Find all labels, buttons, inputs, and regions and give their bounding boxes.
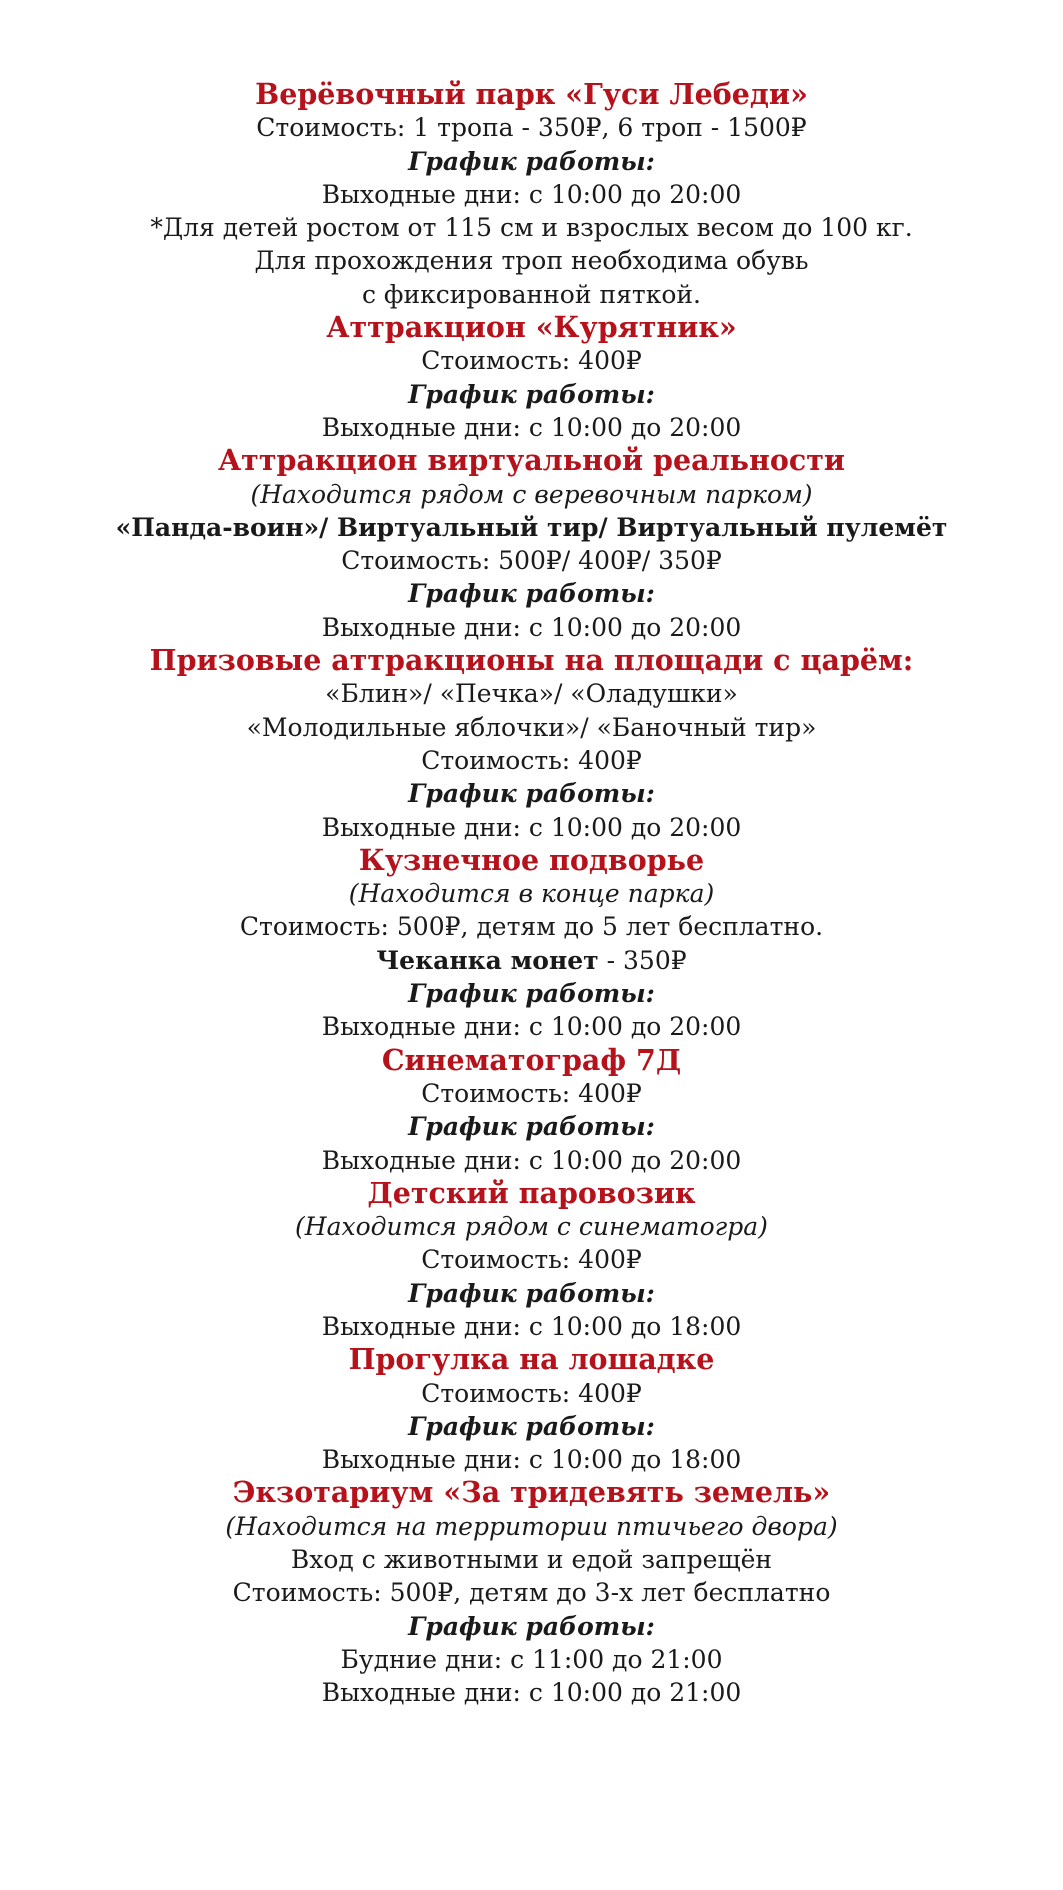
location-note: (Находится на территории птичьего двора) bbox=[225, 1511, 838, 1541]
section-rope-park bbox=[0, 78, 1063, 311]
weekend-hours: Выходные дни: с 10:00 до 18:00 bbox=[321, 1445, 742, 1475]
price-line: Стоимость: 400₽ bbox=[421, 346, 642, 376]
location-note: (Находится в конце парка) bbox=[348, 879, 715, 909]
section-title: Кузнечное подворье bbox=[358, 842, 705, 877]
coin-minting-price: - 350₽ bbox=[598, 945, 687, 975]
schedule-label: График работы: bbox=[408, 1278, 655, 1308]
section-title: Синематограф 7Д bbox=[381, 1042, 682, 1077]
section-vr bbox=[0, 444, 1063, 644]
section-title: Аттракцион «Курятник» bbox=[326, 310, 737, 345]
attraction-list-cont: «Молодильные яблочки»/ «Баночный тир» bbox=[246, 712, 817, 742]
price-line: Стоимость: 400₽ bbox=[421, 1378, 642, 1408]
weekend-hours: Выходные дни: с 10:00 до 20:00 bbox=[321, 179, 742, 209]
section-prize-attractions bbox=[0, 644, 1063, 844]
section-pony-ride bbox=[0, 1343, 1063, 1476]
price-line: Стоимость: 400₽ bbox=[421, 1245, 642, 1275]
attraction-list: «Блин»/ «Печка»/ «Оладушки» bbox=[325, 679, 738, 709]
section-smithy bbox=[0, 844, 1063, 1044]
vr-games: «Панда-воин»/ Виртуальный тир/ Виртуальный пулемёт bbox=[115, 512, 948, 542]
weekend-hours: Выходные дни: с 10:00 до 20:00 bbox=[321, 812, 742, 842]
entry-rule: Вход с животными и едой запрещён bbox=[290, 1545, 773, 1575]
weekend-hours: Выходные дни: с 10:00 до 21:00 bbox=[321, 1678, 742, 1708]
weekend-hours: Выходные дни: с 10:00 до 18:00 bbox=[321, 1311, 742, 1341]
price-line: Стоимость: 400₽ bbox=[421, 745, 642, 775]
schedule-label: График работы: bbox=[408, 1611, 655, 1641]
schedule-label: График работы: bbox=[408, 779, 655, 809]
section-title: Экзотариум «За тридевять земель» bbox=[232, 1475, 831, 1510]
section-title: Верёвочный парк «Гуси Лебеди» bbox=[255, 77, 808, 111]
weekend-hours: Выходные дни: с 10:00 до 20:00 bbox=[321, 1145, 742, 1175]
section-title: Аттракцион виртуальной реальности bbox=[217, 443, 846, 478]
section-title: Детский паровозик bbox=[367, 1175, 696, 1210]
weekend-hours: Выходные дни: с 10:00 до 20:00 bbox=[321, 612, 742, 642]
weekend-hours: Выходные дни: с 10:00 до 20:00 bbox=[321, 412, 742, 442]
coin-minting-name: Чеканка монет bbox=[376, 945, 599, 975]
section-exotarium bbox=[0, 1476, 1063, 1709]
price-line: Стоимость: 1 тропа - 350₽, 6 троп - 1500₽ bbox=[256, 113, 807, 143]
schedule-label: График работы: bbox=[408, 1411, 655, 1441]
section-title: Прогулка на лошадке bbox=[348, 1342, 715, 1377]
location-note: (Находится рядом с веревочным парком) bbox=[250, 479, 813, 509]
schedule-label: График работы: bbox=[408, 1112, 655, 1142]
price-line: Стоимость: 500₽, детям до 5 лет бесплатно. bbox=[239, 912, 824, 942]
schedule-label: График работы: bbox=[408, 979, 655, 1009]
schedule-label: График работы: bbox=[408, 379, 655, 409]
price-line: Стоимость: 400₽ bbox=[421, 1078, 642, 1108]
location-note: (Находится рядом с синематогра) bbox=[295, 1212, 768, 1242]
weekend-hours: Выходные дни: с 10:00 до 20:00 bbox=[321, 1012, 742, 1042]
section-title: Призовые аттракционы на площади с царём: bbox=[149, 643, 914, 678]
price-line: Стоимость: 500₽/ 400₽/ 350₽ bbox=[341, 546, 722, 576]
section-kuryatnik bbox=[0, 311, 1063, 444]
footwear-note: Для прохождения троп необходима обувь bbox=[254, 246, 809, 276]
price-line: Стоимость: 500₽, детям до 3-х лет бесплатно bbox=[232, 1578, 831, 1608]
footwear-note-cont: с фиксированной пяткой. bbox=[361, 279, 702, 309]
schedule-label: График работы: bbox=[408, 146, 655, 176]
section-kids-train bbox=[0, 1177, 1063, 1343]
coin-minting-line bbox=[0, 944, 1063, 977]
schedule-label: График работы: bbox=[408, 579, 655, 609]
restriction-note: *Для детей ростом от 115 см и взрослых весом до 100 кг. bbox=[150, 213, 913, 243]
section-cinema-7d bbox=[0, 1044, 1063, 1177]
weekday-hours: Будние дни: с 11:00 до 21:00 bbox=[340, 1644, 723, 1674]
